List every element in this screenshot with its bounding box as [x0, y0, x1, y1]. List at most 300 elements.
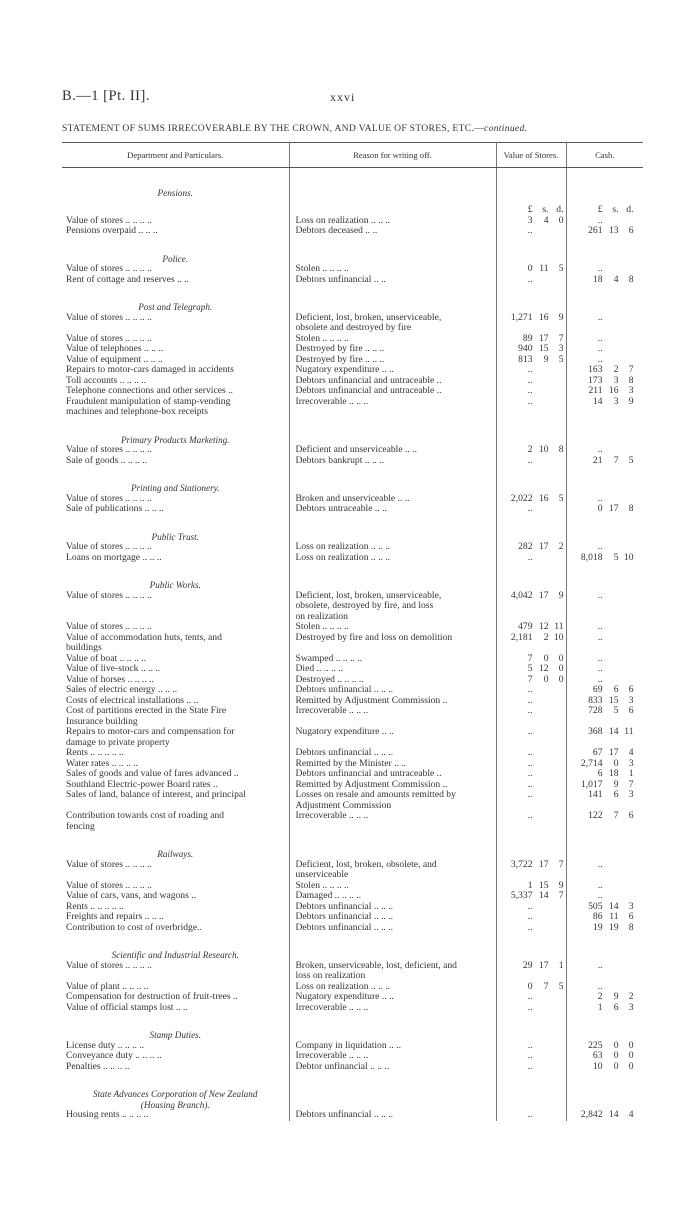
- pounds: ..: [597, 663, 603, 674]
- pounds: 5: [527, 663, 533, 674]
- text-line: Value of stores .. .. .. ..: [66, 492, 152, 504]
- stores-cell: [496, 1051, 566, 1062]
- amount: [567, 727, 644, 738]
- pounds: 1,271: [510, 311, 533, 323]
- particulars-cell: [62, 727, 289, 748]
- pounds: 163: [588, 364, 603, 375]
- pence: 3: [558, 343, 564, 354]
- pounds: 3,722: [510, 858, 533, 870]
- pence: 4: [628, 1109, 634, 1120]
- section-header: [62, 418, 643, 446]
- cash-cell: [566, 313, 643, 334]
- text-line: Adjustment Commission: [295, 799, 392, 811]
- text-line: Freights and repairs .. .. ..: [66, 911, 164, 922]
- unit-d: d.: [556, 204, 564, 215]
- pence: 6: [628, 911, 634, 922]
- shillings: 0: [543, 673, 549, 685]
- amount: [567, 397, 644, 408]
- text-line: Value of stores .. .. .. ..: [66, 959, 152, 971]
- amount: [567, 313, 644, 324]
- text-line: Water rates .. .. .. ..: [66, 757, 138, 769]
- amount: [567, 591, 644, 602]
- shillings: 15: [538, 879, 549, 891]
- particulars-cell: [62, 912, 289, 923]
- text-line: Value of equipment .. .. ..: [66, 353, 163, 365]
- table-row: [62, 790, 643, 811]
- cash-cell: [566, 1003, 643, 1014]
- cash-cell: [566, 769, 643, 780]
- text-line: Destroyed by fire .. .. ..: [295, 343, 385, 354]
- shillings: 12: [538, 621, 549, 632]
- stores-cell: [496, 445, 566, 456]
- pounds: ..: [597, 879, 603, 891]
- pence: 3: [628, 900, 634, 912]
- shillings: 14: [538, 890, 549, 901]
- text-line: Sales of goods and value of fares advanced ..: [66, 768, 239, 779]
- section-title-text: Scientific and Industrial Research.: [111, 950, 239, 960]
- pounds: ..: [597, 492, 603, 504]
- table-row: [62, 456, 643, 467]
- particulars-cell: [62, 386, 289, 397]
- pounds: 3: [527, 214, 533, 226]
- text-line: Destroyed .. .. .. ..: [295, 673, 364, 685]
- pence: 4: [628, 747, 634, 758]
- text-line: Stolen .. .. .. ..: [295, 879, 349, 891]
- cash-cell: [566, 275, 643, 286]
- particulars-cell: [62, 622, 289, 633]
- pounds: 18: [592, 273, 603, 285]
- shillings: 6: [613, 1001, 619, 1013]
- text-line: Irrecoverable .. .. ..: [295, 705, 369, 716]
- section-header: [62, 933, 643, 961]
- section-blank-stores: [496, 832, 566, 860]
- particulars-cell: [62, 992, 289, 1003]
- stores-cell: [496, 961, 566, 982]
- pounds: 21: [592, 454, 603, 466]
- particulars-cell: [62, 860, 289, 881]
- stores-cell: [496, 633, 566, 654]
- section-title-text: Public Works.: [149, 580, 201, 590]
- section-blank-stores: [496, 466, 566, 494]
- pence: 9: [558, 879, 564, 891]
- particulars-cell: [62, 633, 289, 654]
- pence: 7: [558, 890, 564, 901]
- pounds: ..: [527, 503, 533, 514]
- text-line: Rents .. .. .. .. ..: [66, 900, 124, 912]
- col-header-stores: Value of Stores.: [496, 143, 566, 168]
- text-line: Deficient and unserviceable .. ..: [295, 444, 417, 455]
- table-row: [62, 275, 643, 286]
- shillings: 15: [538, 343, 549, 354]
- cash-cell: [566, 622, 643, 633]
- stores-cell: [496, 1062, 566, 1073]
- unit-labels: [567, 181, 644, 216]
- pounds: ..: [597, 858, 603, 870]
- text-line: Loans on mortgage .. .. ..: [66, 551, 162, 563]
- pence: 7: [558, 858, 564, 870]
- cash-cell: [566, 706, 643, 727]
- shillings: 17: [608, 747, 619, 758]
- reason-cell: [289, 1051, 496, 1062]
- pence: 5: [558, 980, 564, 992]
- particulars-cell: [62, 748, 289, 759]
- pounds: 173: [588, 374, 603, 386]
- section-blank-cash: [566, 418, 643, 446]
- table-row: [62, 961, 643, 982]
- section-title: [62, 418, 289, 446]
- pounds: ..: [527, 225, 533, 236]
- section-title-text: Primary Products Marketing.: [120, 434, 230, 445]
- amount: [497, 445, 566, 456]
- particulars-cell: [62, 664, 289, 675]
- cash-cell: [566, 542, 643, 553]
- document-reference: B.—1 [Pt. II].: [62, 88, 150, 104]
- text-line: Debtors unfinancial and untraceable ..: [295, 385, 442, 396]
- pence: 5: [628, 454, 634, 466]
- pounds: ..: [597, 631, 603, 643]
- text-line: obsolete, destroyed by fire, and loss: [295, 600, 434, 611]
- title-main: STATEMENT OF SUMS IRRECOVERABLE BY THE CROWN, AND VALUE OF STORES, ETC.—: [62, 123, 485, 134]
- reason-cell: [289, 961, 496, 982]
- amount: [497, 748, 566, 759]
- amount: [497, 226, 566, 237]
- stores-cell: [496, 923, 566, 934]
- cash-cell: [566, 1051, 643, 1062]
- shillings: 4: [613, 273, 619, 285]
- amount: [497, 860, 566, 871]
- unit-s: s.: [542, 204, 549, 215]
- table-row: [62, 542, 643, 553]
- shillings: 6: [613, 789, 619, 800]
- table-row: [62, 226, 643, 237]
- pounds: 6: [597, 768, 603, 779]
- pounds: ..: [527, 778, 533, 790]
- stores-cell: [496, 313, 566, 334]
- shillings: 3: [613, 395, 619, 407]
- pence: 0: [628, 1039, 634, 1051]
- pounds: ..: [527, 1060, 533, 1072]
- particulars-cell: [62, 961, 289, 982]
- shillings: 17: [538, 589, 549, 601]
- cash-cell: [566, 504, 643, 515]
- text-line: Swamped .. .. .. ..: [295, 652, 363, 664]
- text-line: Pensions overpaid .. .. ..: [66, 225, 158, 236]
- section-blank-stores: [496, 1072, 566, 1110]
- shillings: 14: [608, 1109, 619, 1120]
- shillings: 7: [543, 980, 549, 992]
- amount: [567, 1003, 644, 1014]
- amount: [567, 664, 644, 675]
- stores-cell: [496, 344, 566, 355]
- text-line: Debtors unfinancial .. .. ..: [295, 1109, 394, 1120]
- table-row: [62, 912, 643, 923]
- pence: 9: [628, 395, 634, 407]
- amount: [497, 790, 566, 801]
- section-title: [62, 832, 289, 860]
- text-line: Value of cars, vans, and wagons ..: [66, 890, 197, 901]
- section-blank-reason: [289, 237, 496, 265]
- text-line: Stolen .. .. .. ..: [295, 621, 349, 632]
- pounds: ..: [527, 395, 533, 407]
- pence: 5: [558, 353, 564, 365]
- amount: [497, 591, 566, 602]
- table-row: [62, 397, 643, 418]
- pence: 10: [553, 631, 564, 643]
- shillings: 17: [608, 503, 619, 514]
- pence: 8: [628, 273, 634, 285]
- section-title: [62, 466, 289, 494]
- pounds: 1: [597, 1001, 603, 1013]
- pounds: ..: [597, 673, 603, 685]
- text-line: Debtors unfinancial .. .. ..: [295, 911, 394, 922]
- amount: [497, 961, 566, 972]
- amount: [497, 727, 566, 738]
- pounds: ..: [527, 991, 533, 1002]
- unit-s: s.: [612, 204, 619, 215]
- pounds: 2: [527, 444, 533, 455]
- shillings: 4: [543, 214, 549, 226]
- reason-cell: [289, 769, 496, 780]
- pence: 3: [628, 1001, 634, 1013]
- table-row: [62, 386, 643, 397]
- amount: [497, 1110, 566, 1121]
- text-line: machines and telephone-box receipts: [66, 406, 208, 417]
- section-blank-reason: [289, 168, 496, 216]
- reason-cell: [289, 445, 496, 456]
- stores-cell: [496, 860, 566, 881]
- text-line: Costs of electrical installations .. ..: [66, 694, 199, 706]
- amount: [567, 685, 644, 696]
- section-blank-reason: [289, 933, 496, 961]
- text-line: Value of stores .. .. .. ..: [66, 879, 152, 891]
- shillings: 6: [613, 684, 619, 695]
- pence: 7: [558, 332, 564, 344]
- amount: [497, 344, 566, 355]
- amount: [497, 504, 566, 515]
- amount: [567, 706, 644, 717]
- text-line: Insurance building: [66, 715, 138, 727]
- text-line: Repairs to motor-cars and compensation for: [66, 726, 235, 737]
- amount: [567, 622, 644, 633]
- pounds: 63: [592, 1050, 603, 1061]
- text-line: License duty .. .. .. ..: [66, 1039, 145, 1051]
- table-row: [62, 727, 643, 748]
- stores-cell: [496, 275, 566, 286]
- text-line: Value of boat .. .. .. ..: [66, 652, 146, 664]
- section-title: [62, 168, 289, 216]
- pounds: ..: [527, 705, 533, 716]
- reason-cell: [289, 264, 496, 275]
- section-blank-stores: [496, 1013, 566, 1041]
- text-line: Debtors bankrupt .. .. ..: [295, 454, 384, 466]
- text-line: Debtors unfinancial .. ..: [295, 273, 386, 285]
- pounds: ..: [597, 959, 603, 971]
- particulars-cell: [62, 811, 289, 832]
- pounds: 728: [588, 705, 603, 716]
- text-line: damage to private property: [66, 736, 170, 748]
- section-blank-stores: [496, 563, 566, 591]
- pounds: ..: [527, 385, 533, 396]
- pounds: 1: [527, 879, 533, 891]
- cash-cell: [566, 923, 643, 934]
- table-row: [62, 685, 643, 696]
- cash-cell: [566, 811, 643, 832]
- text-line: Irrecoverable .. .. ..: [295, 810, 369, 821]
- section-blank-cash: [566, 285, 643, 313]
- text-line: Contribution towards cost of roading and: [66, 810, 225, 821]
- section-blank-cash: [566, 168, 643, 216]
- amount: [497, 923, 566, 934]
- section-blank-reason: [289, 1072, 496, 1110]
- table-row: [62, 1110, 643, 1121]
- text-line: Compensation for destruction of fruit-trees ..: [66, 991, 238, 1002]
- shillings: 5: [613, 705, 619, 716]
- text-line: Remitted by Adjustment Commission ..: [295, 694, 448, 706]
- section-blank-stores: [496, 418, 566, 446]
- pounds: 4,042: [510, 589, 533, 601]
- pounds: 225: [588, 1039, 603, 1051]
- stores-cell: [496, 542, 566, 553]
- col-header-reason: Reason for writing off.: [289, 143, 496, 168]
- amount: [567, 365, 644, 376]
- text-line: Sales of land, balance of interest, and principal: [66, 789, 246, 800]
- pounds: ..: [527, 374, 533, 386]
- section-blank-stores: [496, 237, 566, 265]
- stores-cell: [496, 386, 566, 397]
- pounds: ..: [527, 454, 533, 466]
- section-header: [62, 515, 643, 543]
- section-blank-reason: [289, 515, 496, 543]
- section-blank-stores: [496, 168, 566, 216]
- table-row: [62, 923, 643, 934]
- text-line: Rents .. .. .. .. ..: [66, 747, 124, 758]
- unit-l: £: [597, 204, 603, 215]
- reason-cell: [289, 923, 496, 934]
- stores-cell: [496, 226, 566, 237]
- shillings: 17: [538, 332, 549, 344]
- table-row: [62, 748, 643, 759]
- amount: [497, 275, 566, 286]
- section-blank-reason: [289, 466, 496, 494]
- section-blank-cash: [566, 466, 643, 494]
- shillings: 19: [608, 921, 619, 933]
- reason-cell: [289, 727, 496, 748]
- unit-labels: [497, 181, 566, 216]
- cash-cell: [566, 860, 643, 881]
- shillings: 3: [613, 374, 619, 386]
- cash-cell: [566, 553, 643, 564]
- pounds: ..: [527, 364, 533, 375]
- text-line: Loss on realization .. .. ..: [295, 980, 391, 992]
- amount: [567, 748, 644, 759]
- table-row: [62, 504, 643, 515]
- text-line: Housing rents .. .. .. ..: [66, 1109, 149, 1120]
- particulars-cell: [62, 790, 289, 811]
- reason-cell: [289, 504, 496, 515]
- reason-cell: [289, 706, 496, 727]
- text-line: Loss on realization .. .. ..: [295, 551, 391, 563]
- stores-cell: [496, 748, 566, 759]
- particulars-cell: [62, 365, 289, 376]
- amount: [567, 790, 644, 801]
- shillings: 10: [538, 444, 549, 455]
- text-line: Debtors unfinancial .. .. ..: [295, 684, 394, 695]
- text-line: obsolete and destroyed by fire: [295, 322, 412, 333]
- pounds: 0: [527, 980, 533, 992]
- section-title-text: Pensions.: [157, 188, 193, 198]
- particulars-cell: [62, 275, 289, 286]
- text-line: Telephone connections and other services ..: [66, 385, 233, 396]
- section-blank-stores: [496, 515, 566, 543]
- amount: [567, 542, 644, 553]
- pence: 8: [628, 374, 634, 386]
- shillings: 15: [608, 694, 619, 706]
- particulars-cell: [62, 397, 289, 418]
- amount: [497, 891, 566, 902]
- section-header: [62, 1072, 643, 1110]
- reason-cell: [289, 633, 496, 654]
- text-line: Nugatory expenditure .. ..: [295, 364, 394, 375]
- pence: 2: [628, 991, 634, 1002]
- section-blank-stores: [496, 285, 566, 313]
- amount: [567, 654, 644, 665]
- table-row: [62, 1062, 643, 1073]
- amount: [567, 923, 644, 934]
- amount: [497, 456, 566, 467]
- reason-cell: [289, 891, 496, 902]
- shillings: 2: [543, 631, 549, 643]
- statement-table: [62, 142, 643, 1121]
- pounds: ..: [597, 311, 603, 323]
- text-line: Debtors unfinancial and untraceable ..: [295, 768, 442, 779]
- reason-cell: [289, 622, 496, 633]
- text-line: Debtors deceased .. ..: [295, 225, 378, 236]
- cash-cell: [566, 1062, 643, 1073]
- amount: [567, 881, 644, 892]
- shillings: 9: [613, 778, 619, 790]
- text-line: Stolen .. .. .. ..: [295, 332, 349, 344]
- amount: [497, 553, 566, 564]
- reason-cell: [289, 386, 496, 397]
- section-header: [62, 168, 643, 216]
- text-line: Value of stores .. .. .. ..: [66, 311, 152, 323]
- pounds: ..: [527, 694, 533, 706]
- pounds: ..: [597, 890, 603, 901]
- particulars-cell: [62, 1051, 289, 1062]
- section-header: [62, 285, 643, 313]
- text-line: Repairs to motor-cars damaged in accidents: [66, 364, 234, 375]
- stores-cell: [496, 456, 566, 467]
- text-line: Debtors unfinancial .. .. ..: [295, 747, 394, 758]
- pence: 6: [628, 810, 634, 821]
- text-line: Remitted by the Minister .. ..: [295, 757, 407, 769]
- shillings: 11: [539, 263, 549, 274]
- cash-cell: [566, 891, 643, 902]
- amount: [567, 456, 644, 467]
- amount: [497, 365, 566, 376]
- pounds: ..: [527, 1001, 533, 1013]
- pence: 11: [554, 621, 564, 632]
- shillings: 11: [609, 911, 619, 922]
- particulars-cell: [62, 226, 289, 237]
- particulars-cell: [62, 1003, 289, 1014]
- section-blank-reason: [289, 563, 496, 591]
- stores-cell: [496, 397, 566, 418]
- stores-cell: [496, 769, 566, 780]
- section-blank-cash: [566, 1013, 643, 1041]
- cash-cell: [566, 664, 643, 675]
- stores-cell: [496, 591, 566, 623]
